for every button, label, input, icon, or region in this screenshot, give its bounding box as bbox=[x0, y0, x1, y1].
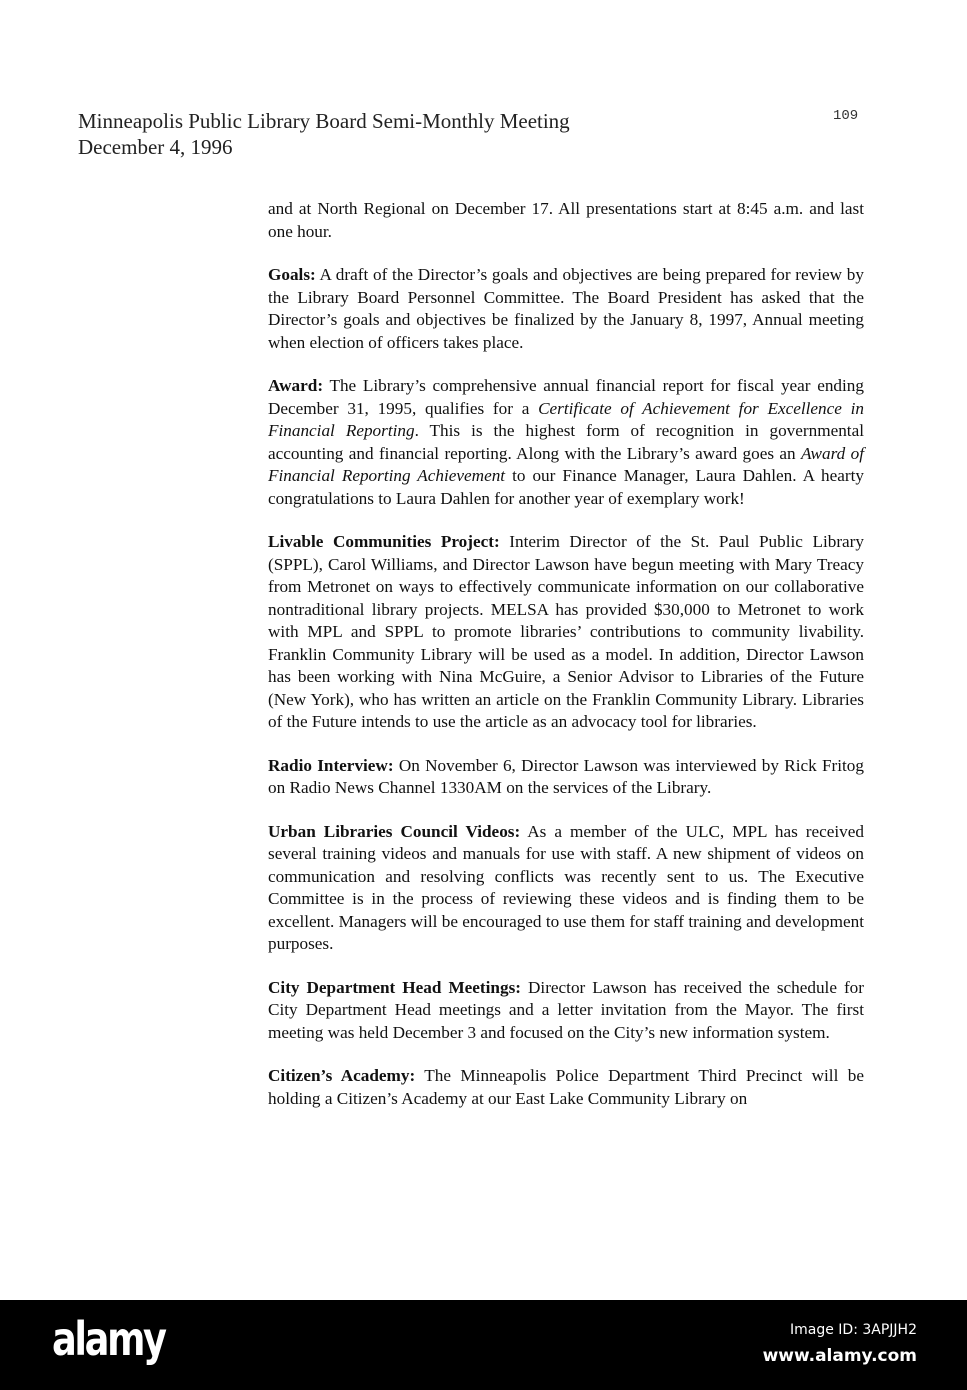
paragraph-text: As a member of the ULC, MPL has received several training videos and manuals for use with staff. A new shipment of videos on communication and resolving conflicts was recently sent to us. The Executive Committee is in the process of reviewing these videos and is finding them to be excellent. Managers will be encouraged to use them for staff training and development purposes. bbox=[268, 821, 864, 953]
section-label: Livable Communities Project: bbox=[268, 532, 500, 551]
paragraph-intro: and at North Regional on December 17. All presentations start at 8:45 a.m. and last one hour. bbox=[268, 199, 864, 241]
document-header bbox=[78, 108, 570, 160]
section-label: Urban Libraries Council Videos: bbox=[268, 821, 521, 841]
italic-text: Award of Financial Reporting Achievement bbox=[268, 443, 864, 485]
paragraph-academy bbox=[268, 1065, 864, 1110]
meeting-title: Minneapolis Public Library Board Semi-Monthly Meeting bbox=[78, 109, 570, 133]
paragraph-livable bbox=[268, 531, 864, 734]
paragraph-radio bbox=[268, 755, 864, 800]
paragraph-text: . This is the highest form of recognition in governmental accounting and financial reporting. Along with the Library’s award goes an bbox=[268, 421, 864, 463]
paragraph-text: to our Finance Manager, Laura Dahlen. A hearty congratulations to Laura Dahlen for another year of exemplary work! bbox=[268, 466, 864, 508]
paragraph-text: The Library’s comprehensive annual financial report for fiscal year ending December 31, 1995, qualifies for a bbox=[268, 376, 864, 418]
section-label: Citizen’s Academy: bbox=[268, 1066, 416, 1085]
meeting-date: December 4, 1996 bbox=[78, 135, 233, 159]
section-label: Radio Interview: bbox=[268, 755, 394, 775]
paragraph-city bbox=[268, 977, 864, 1045]
watermark-bar bbox=[0, 1300, 967, 1390]
paragraph-text: Director Lawson has received the schedule for City Department Head meetings and a letter invitation from the Mayor. The first meeting was held December 3 and focused on the City’s new information system. bbox=[268, 977, 864, 1042]
section-label: Goals: bbox=[268, 265, 316, 284]
section-label: City Department Head Meetings: bbox=[268, 977, 521, 997]
paragraph-goals bbox=[268, 264, 864, 354]
paragraph-award bbox=[268, 375, 864, 510]
paragraph-ulc bbox=[268, 821, 864, 956]
image-id: Image ID: 3APJJH2 bbox=[790, 1322, 917, 1338]
paragraph-text: On November 6, Director Lawson was interviewed by Rick Fritog on Radio News Channel 1330AM on the services of the Library. bbox=[268, 755, 864, 797]
alamy-logo: alamy bbox=[52, 1312, 165, 1366]
paragraph-text: Interim Director of the St. Paul Public Library (SPPL), Carol Williams, and Director Lawson have begun meeting with Mary Treacy from Metronet on ways to effectively communicate information on our collaborative nontraditional library projects. MELSA has provided $30,000 to Metronet to work with MPL and SPPL to promote libraries’ contributions to community livability. Franklin Community Library will be used as a model. In addition, Director Lawson has been working with Nina McGuire, a Senior Advisor to Libraries of the Future (New York), who has written an article on the Franklin Community Library. Libraries of the Future intends to use the article as an advocacy tool for libraries. bbox=[268, 532, 864, 731]
site-url: www.alamy.com bbox=[762, 1346, 917, 1366]
paragraph-text: A draft of the Director’s goals and objectives are being prepared for review by the Library Board Personnel Committee. The Board President has asked that the Director’s goals and objectives be finalized by the January 8, 1997, Annual meeting when election of officers takes place. bbox=[268, 265, 864, 352]
section-label: Award: bbox=[268, 376, 324, 395]
document-body bbox=[268, 198, 864, 1131]
italic-text: Certificate of Achievement for Excellence in Financial Reporting bbox=[268, 398, 865, 440]
page-number: 109 bbox=[833, 108, 859, 124]
paragraph-text: The Minneapolis Police Department Third Precinct will be holding a Citizen’s Academy at our East Lake Community Library on bbox=[268, 1066, 864, 1108]
